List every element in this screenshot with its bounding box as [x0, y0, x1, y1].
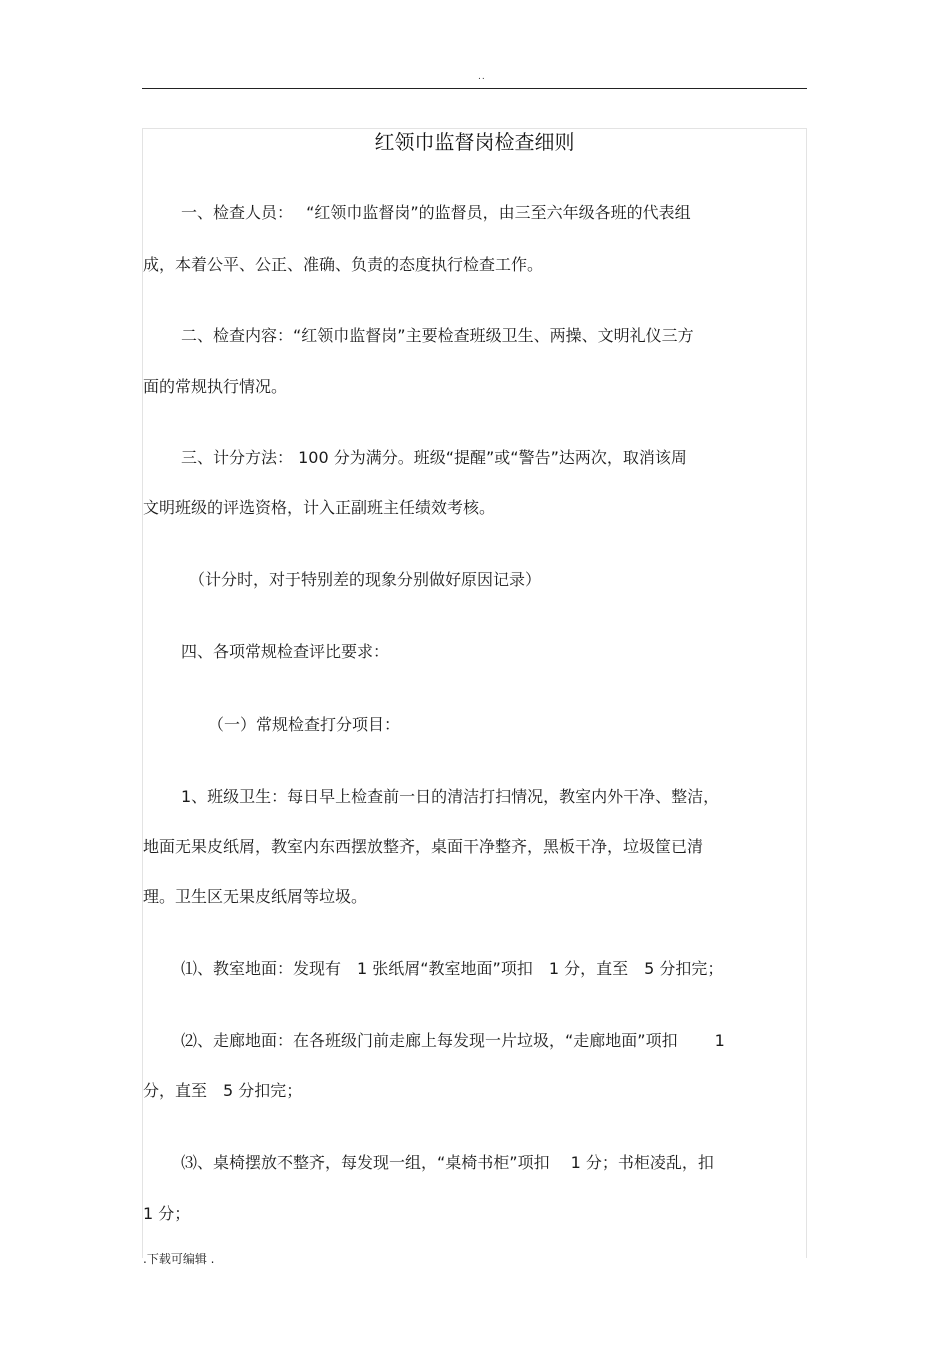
paragraph-content-line-2: 面的常规执行情况。	[143, 377, 288, 396]
scoring-note: （计分时，对于特别差的现象分别做好原因记录）	[189, 570, 542, 589]
footer-note: .下载可编辑 .	[143, 1252, 215, 1266]
item-classroom-floor: ⑴、教室地面：发现有 1 张纸屑“教室地面”项扣 1 分，直至 5 分扣完；	[181, 959, 724, 978]
page-frame-right-border	[806, 128, 807, 1258]
paragraph-content-line-1: 二、检查内容：“红领巾监督岗”主要检查班级卫生、两操、文明礼仪三方	[181, 326, 694, 345]
class-hygiene-line-3: 理。卫生区无果皮纸屑等垃圾。	[143, 887, 368, 906]
paragraph-inspectors-line-1: 一、检查人员： “红领巾监督岗”的监督员，由三至六年级各班的代表组	[181, 203, 691, 222]
item-desks-line-2: 1 分；	[143, 1204, 191, 1223]
item-corridor-floor-line-1: ⑵、走廊地面：在各班级门前走廊上每发现一片垃圾，“走廊地面”项扣 1	[181, 1031, 725, 1050]
paragraph-inspectors-line-2: 成，本着公平、公正、准确、负责的态度执行检查工作。	[143, 255, 544, 274]
section-four-heading: 四、各项常规检查评比要求：	[181, 642, 390, 661]
class-hygiene-line-2: 地面无果皮纸屑，教室内东西摆放整齐，桌面干净整齐，黑板干净，垃圾筐已清	[143, 837, 704, 856]
subsection-one-heading: （一）常规检查打分项目：	[208, 715, 401, 734]
item-desks-line-1: ⑶、桌椅摆放不整齐，每发现一组，“桌椅书柜”项扣 1 分；书柜凌乱，扣	[181, 1153, 714, 1172]
paragraph-scoring-line-2: 文明班级的评选资格，计入正副班主任绩效考核。	[143, 498, 496, 517]
paragraph-scoring-line-1: 三、计分方法： 100 分为满分。班级“提醒”或“警告”达两次，取消该周	[181, 448, 687, 467]
document-title: 红领巾监督岗检查细则	[374, 130, 575, 154]
header-rule	[142, 88, 807, 89]
class-hygiene-line-1: 1、班级卫生：每日早上检查前一日的清洁打扫情况，教室内外干净、整洁，	[181, 787, 720, 806]
item-corridor-floor-line-2: 分，直至 5 分扣完；	[143, 1081, 303, 1100]
header-mark: ..	[478, 72, 486, 82]
